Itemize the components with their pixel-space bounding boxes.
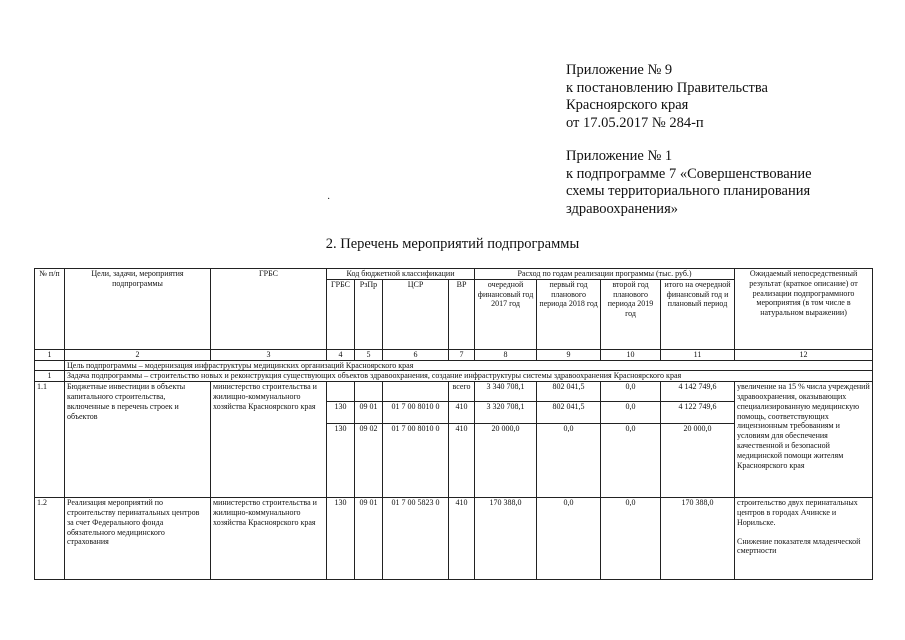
column-number: 9 <box>537 349 601 360</box>
task-row <box>35 371 873 382</box>
task-no: 1 <box>35 371 65 382</box>
cell-total: 4 122 749,6 <box>661 402 735 424</box>
item-name: Бюджетные инвестиции в объекты капитального строительства, включенные в перечень строек и объектов <box>65 382 211 498</box>
cell-2017: 170 388,0 <box>475 498 537 580</box>
cell-2018: 0,0 <box>537 424 601 498</box>
cell-rzpr: 09 02 <box>355 424 383 498</box>
item-grbs: министерство строительства и жилищно-коммунального хозяйства Красноярского края <box>211 382 327 498</box>
item-result: увеличение на 15 % числа учреждений здравоохранения, оказывающих специализированную медицинскую помощь, соответствующих лицензионным требованиям и условиям для обеспечения качественной и безопасной медицинской помощи жителям Красноярского края <box>735 382 873 498</box>
appendix-9-line: к постановлению Правительства <box>566 79 768 96</box>
column-number: 4 <box>327 349 355 360</box>
appendix-9-line: Приложение № 9 <box>566 62 673 78</box>
appendix-9-header <box>566 62 886 132</box>
item-grbs: министерство строительства и жилищно-коммунального хозяйства Красноярского края <box>211 498 327 580</box>
cell-2019: 0,0 <box>601 498 661 580</box>
cell-2017: 20 000,0 <box>475 424 537 498</box>
table-header-row <box>35 269 873 280</box>
header-year-2017: очередной финансовый год 2017 год <box>475 279 537 349</box>
appendix-1-line: здравоохранения» <box>566 200 678 217</box>
cell-vr: всего <box>449 382 475 402</box>
appendix-9-line: от 17.05.2017 № 284-п <box>566 114 704 131</box>
header-year-2019: второй год планового периода 2019 год <box>601 279 661 349</box>
item-result-line: Снижение показателя младенческой смертности <box>737 536 861 556</box>
header-code-vr: ВР <box>449 279 475 349</box>
column-number-row <box>35 349 873 360</box>
appendix-9-line: Красноярского края <box>566 97 689 113</box>
cell-2018: 802 041,5 <box>537 402 601 424</box>
cell-2019: 0,0 <box>601 382 661 402</box>
cell-rzpr: 09 01 <box>355 498 383 580</box>
cell-rzpr <box>355 382 383 402</box>
cell-csr: 01 7 00 8010 0 <box>383 402 449 424</box>
cell-total: 20 000,0 <box>661 424 735 498</box>
measures-table <box>34 268 873 580</box>
header-expense: Расход по годам реализации программы (тыс. руб.) <box>475 269 735 280</box>
goal-text: Цель подпрограммы – модернизация инфраструктуры медицинских организаций Красноярского края <box>65 360 873 371</box>
cell-csr: 01 7 00 8010 0 <box>383 424 449 498</box>
page-title: 2. Перечень мероприятий подпрограммы <box>325 236 580 252</box>
header-no: № п/п <box>35 269 65 350</box>
cell-csr <box>383 382 449 402</box>
cell-grbs <box>327 382 355 402</box>
cell-csr: 01 7 00 5823 0 <box>383 498 449 580</box>
cell-grbs: 130 <box>327 424 355 498</box>
task-text: Задача подпрограммы – строительство новых и реконструкция существующих объектов здравоохранения, создание инфраструктуры системы здравоохранения Красноярского края <box>65 371 873 382</box>
item-result-line: строительство двух перинатальных центров в городах Ачинске и Норильске. <box>737 498 858 527</box>
appendix-1-line: Приложение № 1 <box>566 148 673 164</box>
goal-row <box>35 360 873 371</box>
column-number: 10 <box>601 349 661 360</box>
cell-vr: 410 <box>449 424 475 498</box>
header-budget-code: Код бюджетной классификации <box>327 269 475 280</box>
stray-dot: · <box>327 194 331 205</box>
cell-grbs: 130 <box>327 498 355 580</box>
cell-rzpr: 09 01 <box>355 402 383 424</box>
appendix-1-line: к подпрограмме 7 «Совершенствование <box>566 165 812 182</box>
header-code-rzpr: РзПр <box>355 279 383 349</box>
cell-vr: 410 <box>449 402 475 424</box>
item-result <box>735 498 873 580</box>
table-row <box>35 382 873 402</box>
column-number: 12 <box>735 349 873 360</box>
cell-2018: 802 041,5 <box>537 382 601 402</box>
cell-2018: 0,0 <box>537 498 601 580</box>
header-total: итого на очередной финансовый год и плановый период <box>661 279 735 349</box>
column-number: 3 <box>211 349 327 360</box>
column-number: 2 <box>65 349 211 360</box>
cell-2017: 3 340 708,1 <box>475 382 537 402</box>
cell-2019: 0,0 <box>601 424 661 498</box>
item-no: 1.2 <box>35 498 65 580</box>
header-result: Ожидаемый непосредственный результат (краткое описание) от реализации подпрограммного мероприятия (в том числе в натуральном выражении) <box>735 269 873 350</box>
table-row <box>35 498 873 580</box>
header-code-csr: ЦСР <box>383 279 449 349</box>
cell-grbs: 130 <box>327 402 355 424</box>
column-number: 6 <box>383 349 449 360</box>
column-number: 8 <box>475 349 537 360</box>
appendix-1-header <box>566 148 886 218</box>
header-code-grbs: ГРБС <box>327 279 355 349</box>
item-no: 1.1 <box>35 382 65 498</box>
column-number: 5 <box>355 349 383 360</box>
cell-total: 170 388,0 <box>661 498 735 580</box>
column-number: 11 <box>661 349 735 360</box>
header-year-2018: первый год планового периода 2018 год <box>537 279 601 349</box>
cell-2019: 0,0 <box>601 402 661 424</box>
item-name: Реализация мероприятий по строительству перинатальных центров за счет Федерального фонда обязательного медицинского страхования <box>65 498 211 580</box>
header-goals: Цели, задачи, мероприятия подпрограммы <box>65 269 211 350</box>
cell-vr: 410 <box>449 498 475 580</box>
appendix-1-line: схемы территориального планирования <box>566 183 811 199</box>
cell-total: 4 142 749,6 <box>661 382 735 402</box>
header-grbs: ГРБС <box>211 269 327 350</box>
column-number: 7 <box>449 349 475 360</box>
column-number: 1 <box>35 349 65 360</box>
cell-2017: 3 320 708,1 <box>475 402 537 424</box>
